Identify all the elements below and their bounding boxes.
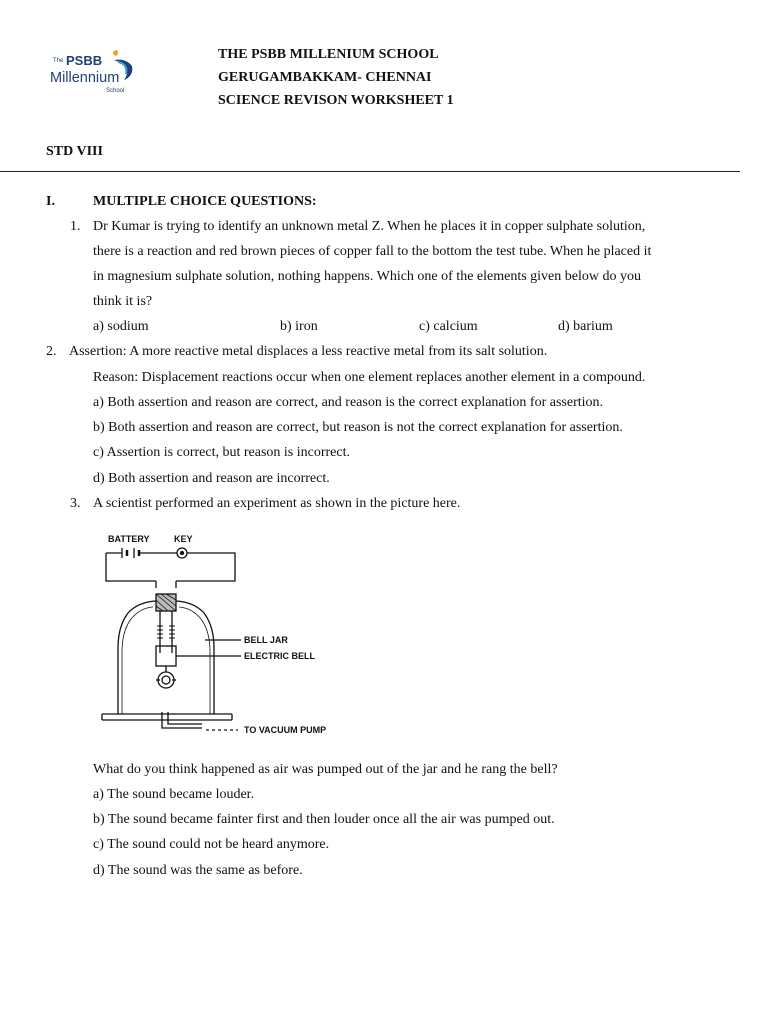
label-bell-jar: BELL JAR bbox=[244, 635, 288, 645]
header-divider bbox=[0, 171, 740, 172]
q3-option-d: d) The sound was the same as before. bbox=[93, 863, 303, 878]
q1-line: in magnesium sulphate solution, nothing happens. Which one of the elements given below do you bbox=[93, 269, 641, 284]
label-battery: BATTERY bbox=[108, 534, 150, 544]
battery-icon bbox=[122, 548, 139, 558]
bell-gong-inner bbox=[162, 676, 170, 684]
q3-number: 3. bbox=[70, 496, 81, 511]
section-numeral: I. bbox=[46, 194, 55, 209]
q1-option-d: d) barium bbox=[558, 319, 613, 334]
q1-option-b: b) iron bbox=[280, 319, 318, 334]
bell-jar-diagram bbox=[98, 528, 338, 750]
q3-question: What do you think happened as air was pumped out of the jar and he rang the bell? bbox=[93, 762, 558, 777]
school-logo bbox=[44, 44, 148, 100]
school-name: THE PSBB MILLENIUM SCHOOL bbox=[218, 47, 439, 62]
q3-option-a: a) The sound became louder. bbox=[93, 787, 255, 802]
circuit-wire-down bbox=[156, 581, 176, 588]
logo-text-the: The bbox=[53, 58, 64, 64]
bell-gong-icon bbox=[158, 672, 174, 688]
q1-number: 1. bbox=[70, 219, 81, 234]
key-switch-icon bbox=[177, 548, 187, 558]
circuit-wire bbox=[106, 553, 235, 581]
q2-option-a: a) Both assertion and reason are correct, and reason is the correct explanation for assertion. bbox=[93, 395, 604, 410]
q1-option-c: c) calcium bbox=[419, 319, 478, 334]
bell-support-wires bbox=[160, 611, 172, 653]
q2-option-b: b) Both assertion and reason are correct, but reason is not the correct explanation for assertion. bbox=[93, 420, 623, 435]
std-label: STD VIII bbox=[46, 144, 103, 159]
q1-option-a: a) sodium bbox=[93, 319, 149, 334]
logo-text-school: School bbox=[106, 88, 125, 94]
q3-intro: A scientist performed an experiment as shown in the picture here. bbox=[93, 496, 461, 511]
label-key: KEY bbox=[174, 534, 193, 544]
q3-option-b: b) The sound became fainter first and then louder once all the air was pumped out. bbox=[93, 812, 555, 827]
section-title: MULTIPLE CHOICE QUESTIONS: bbox=[93, 194, 317, 209]
q1-line: there is a reaction and red brown pieces of copper fall to the bottom the test tube. When he placed it bbox=[93, 244, 652, 259]
logo-flame-icon bbox=[113, 50, 118, 56]
q3-option-c: c) The sound could not be heard anymore. bbox=[93, 837, 330, 852]
logo-text-millennium: Millennium bbox=[50, 70, 120, 86]
q1-line: think it is? bbox=[93, 294, 153, 309]
q2-option-d: d) Both assertion and reason are incorrect. bbox=[93, 471, 330, 486]
bell-jar-inner-outline bbox=[122, 607, 210, 714]
q2-assertion: Assertion: A more reactive metal displaces a less reactive metal from its salt solution. bbox=[69, 344, 548, 359]
q2-reason: Reason: Displacement reactions occur when one element replaces another element in a compound. bbox=[93, 370, 646, 385]
worksheet-title: SCIENCE REVISON WORKSHEET 1 bbox=[218, 93, 454, 108]
base-plate bbox=[102, 714, 232, 720]
q1-line: Dr Kumar is trying to identify an unknown metal Z. When he places it in copper sulphate solution, bbox=[93, 219, 646, 234]
electric-bell-body bbox=[156, 646, 176, 666]
q2-number: 2. bbox=[46, 344, 57, 359]
q2-option-c: c) Assertion is correct, but reason is incorrect. bbox=[93, 445, 350, 460]
school-location: GERUGAMBAKKAM- CHENNAI bbox=[218, 70, 432, 85]
logo-text-psbb: PSBB bbox=[66, 53, 103, 68]
label-vacuum-pump: TO VACUUM PUMP bbox=[244, 725, 327, 735]
label-electric-bell: ELECTRIC BELL bbox=[244, 651, 315, 661]
